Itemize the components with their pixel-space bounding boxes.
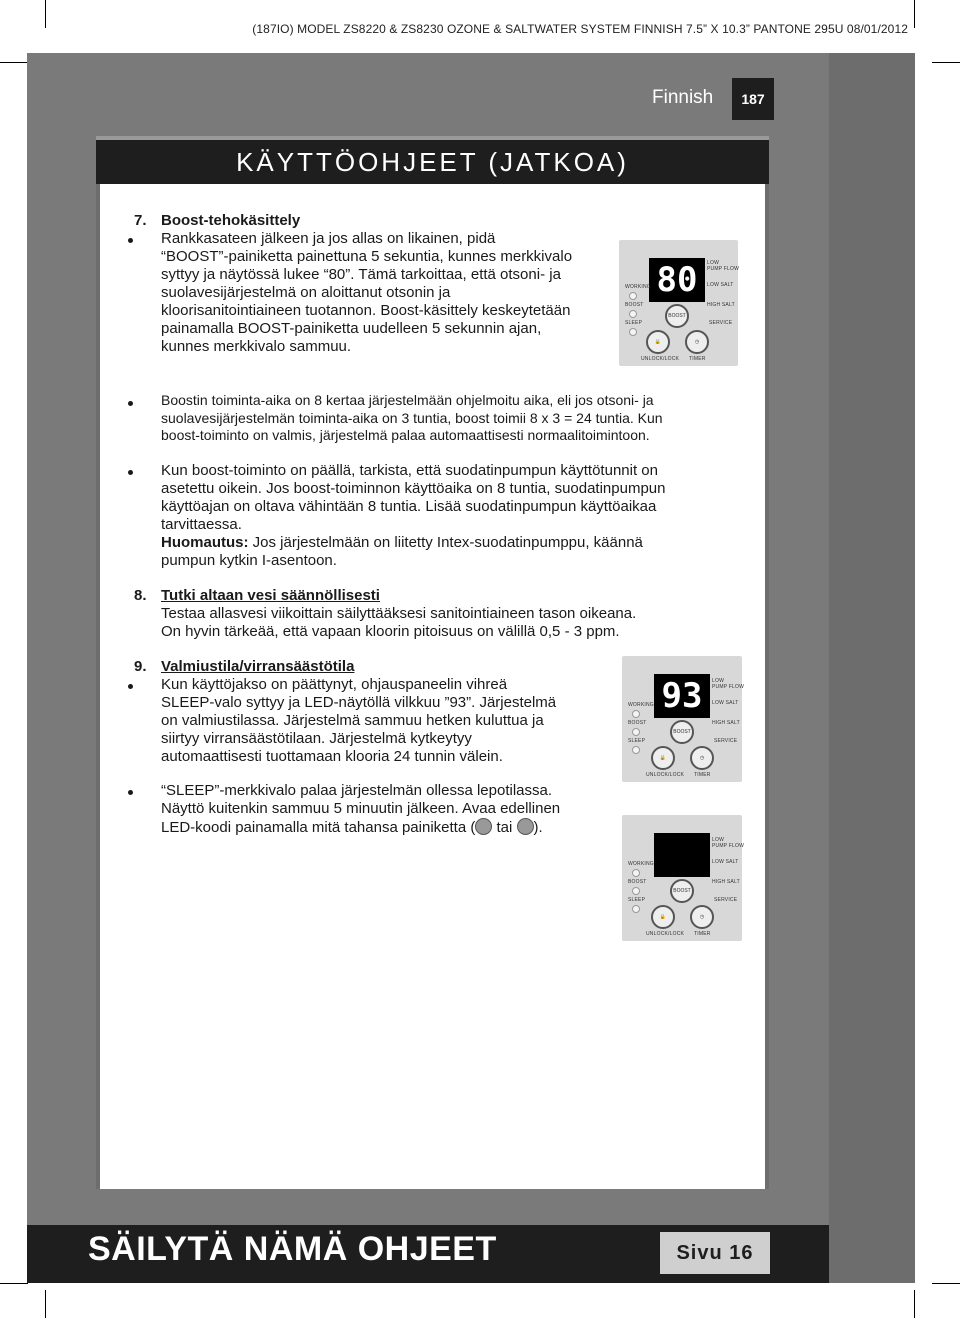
unlock-lock-label: UNLOCK/LOCK [646, 772, 685, 778]
note-label: Huomautus: [161, 534, 249, 551]
working-label: WORKING [628, 861, 654, 867]
boost-led [632, 887, 640, 895]
led-display: 80 [649, 258, 705, 302]
section-7-bullet-1: Rankkasateen jälkeen ja jos allas on likainen, pidä “BOOST”-painiketta painettuna 5 sekuntia, kunnes merkkivalo syttyy ja näytössä lukee “80”. Tämä tarkoittaa, että otsoni- ja suolavesijärjestelmä on aloittanut otsonin ja kloorisanitointiaineen tuotannon. Boost-käsittely keskeytetään painamalla BOOST-painiketta uudelleen 5 sekunnin ajan, kunnes merkkivalo sammuu. [161, 230, 573, 355]
working-led [629, 292, 637, 300]
boost-label: BOOST [628, 720, 647, 726]
led-display [654, 833, 710, 877]
bullet-dot [128, 470, 133, 475]
service-label: SERVICE [714, 897, 738, 903]
low-pump-flow-label: LOW PUMP FLOW [707, 260, 739, 272]
crop-mark [45, 0, 46, 28]
timer-button: ◷ [690, 905, 714, 929]
low-pump-flow-label: LOW PUMP FLOW [712, 837, 744, 849]
boost-button: BOOST [670, 879, 694, 903]
control-panel-image [619, 240, 738, 366]
control-panel-image [622, 656, 742, 782]
print-header: (187IO) MODEL ZS8220 & ZS8230 OZONE & SALTWATER SYSTEM FINNISH 7.5” X 10.3” PANTONE 295U 08/01/2012 [252, 22, 908, 36]
crop-mark [914, 0, 915, 28]
boost-icon [517, 818, 534, 835]
crop-mark [0, 62, 28, 63]
section-9-heading: Valmiustila/virransäästötila [161, 658, 355, 675]
unlock-lock-button: 🔒 [651, 746, 675, 770]
sleep-led [632, 905, 640, 913]
working-label: WORKING [625, 284, 651, 290]
language-label: Finnish [652, 87, 714, 108]
sleep-label: SLEEP [625, 320, 643, 326]
section-7-heading: Boost-tehokäsittely [161, 212, 301, 229]
high-salt-label: HIGH SALT [712, 720, 740, 726]
section-7-number: 7. [134, 212, 147, 229]
section-7-bullet-3: Kun boost-toiminto on päällä, tarkista, että suodatinpumpun käyttötunnit on asetettu oikein. Jos boost-toiminnon käyttöaika on 8 tuntia, suodatinpumpun käyttöajan on oltava vähintään 8 tuntia. Lisää suodatinpumpun käyttöaikaa tarvittaessa. Huomautus: Jos järjestelmään on liitetty Intex-suodatinpumppu, käännä pumpun kytkin I-asentoon. [161, 462, 666, 569]
low-pump-flow-label: LOW PUMP FLOW [712, 678, 744, 690]
bullet-dot [128, 684, 133, 689]
section-8-body: Testaa allasvesi viikoittain säilyttääksesi sanitointiaineen tason oikeana. On hyvin tärkeää, että vapaan kloorin pitoisuus on välillä 0,5 - 3 ppm. [161, 605, 637, 640]
unlock-lock-button: 🔒 [651, 905, 675, 929]
boost-label: BOOST [625, 302, 644, 308]
high-salt-label: HIGH SALT [712, 879, 740, 885]
page-title: KÄYTTÖOHJEET (JATKOA) [236, 146, 629, 177]
footer-title: SÄILYTÄ NÄMÄ OHJEET [88, 1230, 497, 1268]
timer-label: TIMER [694, 772, 711, 778]
low-salt-label: LOW SALT [707, 282, 734, 288]
unlock-lock-button: 🔒 [646, 330, 670, 354]
boost-label: BOOST [628, 879, 647, 885]
bullet-dot [128, 238, 133, 243]
bullet-dot [128, 401, 133, 406]
crop-mark [932, 1283, 960, 1284]
service-label: SERVICE [709, 320, 733, 326]
bullet-dot [128, 790, 133, 795]
boost-led [629, 310, 637, 318]
section-9-bullet-2: “SLEEP”-merkkivalo palaa järjestelmän ollessa lepotilassa. Näyttö kuitenkin sammuu 5 minuutin jälkeen. Avaa edellinen LED-koodi painamalla mitä tahansa painiketta ( tai ). [161, 782, 561, 836]
sleep-led [629, 328, 637, 336]
crop-mark [932, 62, 960, 63]
section-9-number: 9. [134, 658, 147, 675]
section-8-heading: Tutki altaan vesi säännöllisesti [161, 587, 380, 604]
sleep-label: SLEEP [628, 897, 646, 903]
crop-mark [45, 1290, 46, 1318]
section-7-bullet-2: Boostin toiminta-aika on 8 kertaa järjestelmään ohjelmoitu aika, eli jos otsoni- ja suolavesijärjestelmän toiminta-aika on 3 tuntia, boost toimii 8 x 3 = 24 tuntia. Kun boost-toiminto on valmis, järjestelmä palaa automaattisesti normaalitoimintoon. [161, 392, 663, 443]
led-display: 93 [654, 674, 710, 718]
timer-button: ◷ [685, 330, 709, 354]
low-salt-label: LOW SALT [712, 700, 739, 706]
section-9-bullet-1: Kun käyttöjakso on päättynyt, ohjauspaneelin vihreä SLEEP-valo syttyy ja LED-näytöllä vilkkuu ”93”. Järjestelmä on valmiustilassa. Järjestelmä sammuu hetken kuluttua ja siirtyy virransäästötilaan. Järjestelmä kytkeytyy automaattisesti tuottamaan klooria 24 tunnin välein. [161, 676, 557, 765]
crop-mark [914, 1290, 915, 1318]
high-salt-label: HIGH SALT [707, 302, 735, 308]
timer-icon [475, 818, 492, 835]
timer-label: TIMER [689, 356, 706, 362]
timer-label: TIMER [694, 931, 711, 937]
unlock-lock-label: UNLOCK/LOCK [646, 931, 685, 937]
timer-button: ◷ [690, 746, 714, 770]
side-strip [829, 53, 915, 1283]
service-label: SERVICE [714, 738, 738, 744]
crop-mark [0, 1283, 28, 1284]
working-led [632, 710, 640, 718]
working-led [632, 869, 640, 877]
footer-page-number: Sivu 16 [660, 1232, 770, 1274]
working-label: WORKING [628, 702, 654, 708]
title-bar [96, 136, 769, 184]
boost-button: BOOST [670, 720, 694, 744]
sleep-label: SLEEP [628, 738, 646, 744]
page-number-box: 187 [732, 78, 774, 120]
sleep-led [632, 746, 640, 754]
control-panel-image [622, 815, 742, 941]
boost-led [632, 728, 640, 736]
section-8-number: 8. [134, 587, 147, 604]
boost-button: BOOST [665, 304, 689, 328]
low-salt-label: LOW SALT [712, 859, 739, 865]
unlock-lock-label: UNLOCK/LOCK [641, 356, 680, 362]
